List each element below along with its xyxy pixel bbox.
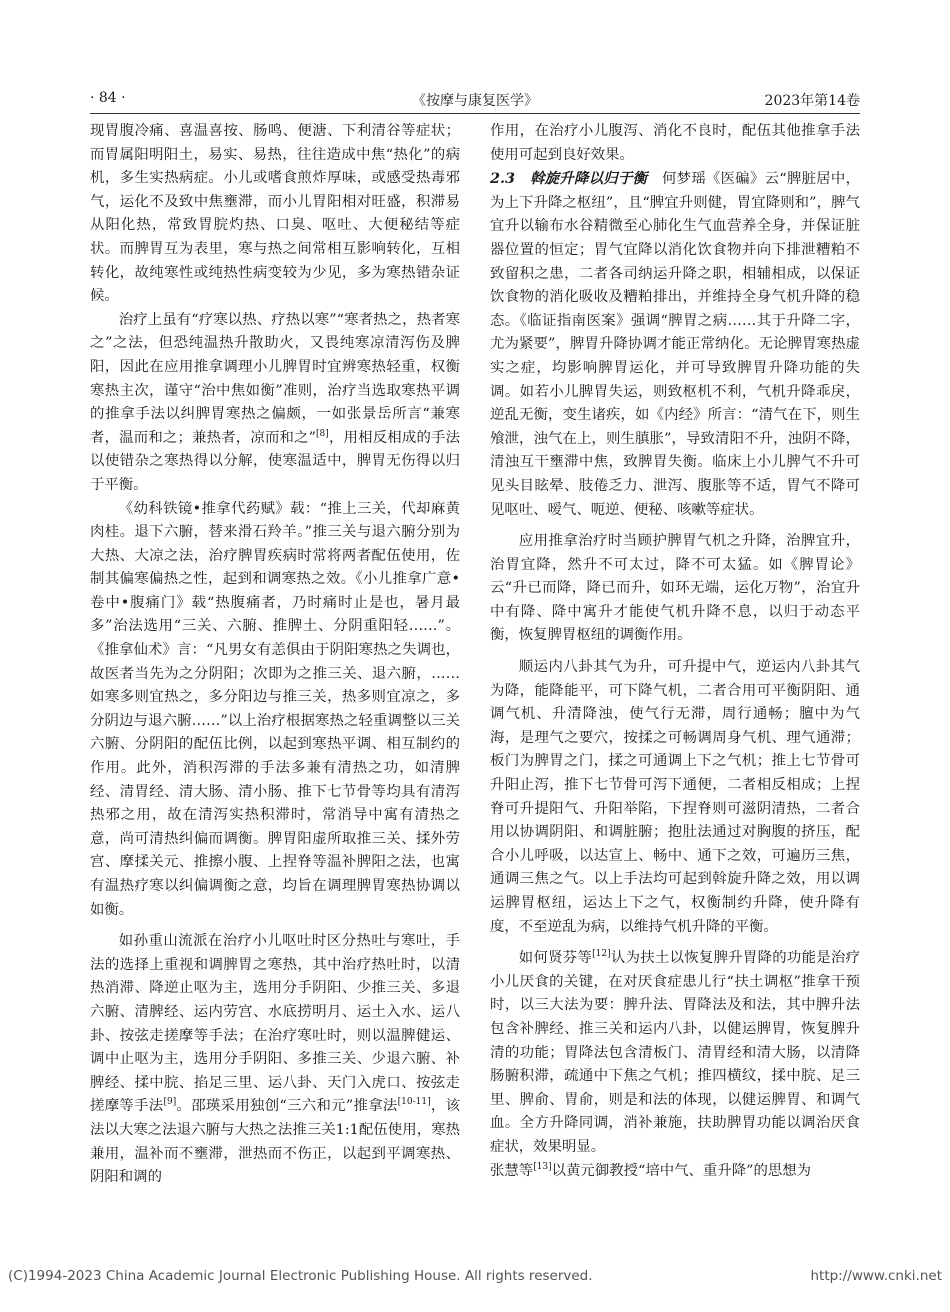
- page-number: · 84 ·: [90, 90, 126, 106]
- paragraph: 《幼科铁镜•推拿代药赋》载：“推上三关，代却麻黄肉桂。退下六腑，替来滑石羚羊。”推三关与退六腑分别为大热、大凉之法，治疗脾胃疾病时常将两者配伍使用，佐制其偏寒偏热之性，起到和调寒热之效。《小儿推拿广意•卷中•腹痛门》载“热腹痛者，乃时痛时止是也，暑月最多”治法选用“三关、六腑、推脾土、分阴重阳轻……”。《推拿仙术》言：“凡男女有恙俱由于阴阳寒热之失调也，故医者当先为之分阴阳；次即为之推三关、退六腑，……如寒多则宜热之，多分阳边与推三关，热多则宜凉之，多分阴边与退六腑……”以上治疗根据寒热之轻重调整以三关六腑、分阴阳的配伍比例，以起到寒热平调、相互制约的作用。此外，消积泻滞的手法多兼有清热之功，如清脾经、清胃经、清大肠、清小肠、推下七节骨等均具有清泻热邪之用，故在清泻实热积滞时，常消导中寓有清热之意，尚可清热纠偏而调衡。脾胃阳虚所取推三关、揉外劳宫、摩揉关元、推擦小腹、上捏脊等温补脾阳之法，也寓有温热疗寒以纠偏调衡之意，均旨在调理脾胃寒热协调以如衡。: [90, 500, 460, 918]
- paragraph: 治疗上虽有“疗寒以热、疗热以寒”“寒者热之，热者寒之”之法，但恐纯温热升散助火，又畏纯寒凉清泻伤及脾阳，因此在应用推拿调理小儿脾胃时宜辨寒热轻重，权衡寒热主次，谨守“治中焦如衡”准则，治疗当选取寒热平调的推拿手法以纠脾胃寒热之偏颇，一如张景岳所言“兼寒者，温而和之；兼热者，凉而和之”[8]，用相反相成的手法以使错杂之寒热得以分解，使寒温适中，脾胃无伤得以归于平衡。: [90, 311, 460, 493]
- paragraph: 应用推拿治疗时当顾护脾胃气机之升降，治脾宜升，治胃宜降，然升不可太过，降不可太猛。如《脾胃论》云“升已而降，降已而升，如环无端，运化万物”，治宜升中有降、降中寓升才能使气机升降不息，以归于动态平衡，恢复脾胃枢纽的调衡作用。: [490, 533, 860, 644]
- citation[interactable]: [8]: [316, 428, 329, 439]
- copyright-text: (C)1994-2023 China Academic Journal Electronic Publishing House. All rights reserved.: [8, 1268, 593, 1284]
- paragraph: 现胃腹冷痛、喜温喜按、肠鸣、便溏、下利清谷等症状；而胃属阳明阳土，易实、易热，往往造成中焦“热化”的病机，多生实热病症。小儿或嗜食煎炸厚味，或感受热毒邪气，运化不及致中焦壅滞，而小儿胃阳相对旺盛，积滞易从阳化热，常致胃脘灼热、口臭、呕吐、大便秘结等症状。而脾胃互为表里，寒与热之间常相互影响转化，互相转化，故纯寒性或纯热性病变较为少见，多为寒热错杂证候。: [90, 123, 460, 305]
- section-paragraph: 2.3 斡旋升降以归于衡 何梦瑶《医碥》云“脾脏居中，为上下升降之枢纽”，且“脾宜升则健，胃宜降则和”，脾气宜升以输布水谷精微至心肺化生气血营养全身，并保证脏器位置的恒定；胃气宜降以消化饮食物并向下排泄糟粕不致留积之患，二者各司纳运升降之职，相辅相成，以保证饮食物的消化吸收及糟粕排出，并维持全身气机升降的稳态。《临证指南医案》强调“脾胃之病……其于升降二字，尤为紧要”，脾胃升降协调才能正常纳化。无论脾胃寒热虚实之症，均影响脾胃运化，并可导致脾胃升降功能的失调。如若小儿脾胃失运，则致枢机不利，气机升降乖戾，逆乱无衡，变生诸疾，如《内经》所言：“清气在下，则生飧泄，浊气在上，则生䐜胀”，导致清阳不升，浊阴不降，清浊互干壅滞中焦，致脾胃失衡。临床上小儿脾气不升可见头目眩晕、肢倦乏力、泄泻、腹胀等不适，胃气不降可见呕吐、嗳气、呃逆、便秘、咳嗽等症状。: [490, 170, 860, 518]
- section-heading: 2.3 斡旋升降以归于衡: [490, 170, 648, 188]
- issue-info: 2023年第14卷: [764, 93, 860, 109]
- footer-link[interactable]: http://www.cnki.net: [810, 1268, 942, 1284]
- paragraph: 张慧等[13]以黄元御教授“培中气、重升降”的思想为: [490, 1161, 812, 1179]
- right-column: [490, 120, 860, 1183]
- citation[interactable]: [9]: [163, 1097, 177, 1108]
- paragraph: 如何贤芬等[12]认为扶土以恢复脾升胃降的功能是治疗小儿厌食的关键，在对厌食症患儿行“扶土调枢”推拿干预时，以三大法为要：脾升法、胃降法及和法，其中脾升法包含补脾经、推三关和运内八卦，以健运脾胃，恢复脾升清的功能；胃降法包含清板门、清胃经和清大肠，以清降肠腑积滞，疏通中下焦之气机；推四横纹，揉中脘、足三里、脾俞、胃俞，则是和法的体现，以健运脾胃、和调气血。全方升降同调，消补兼施，扶助脾胃功能以调治厌食症状，效果明显。: [490, 949, 860, 1155]
- citation[interactable]: [13]: [533, 1161, 552, 1172]
- paragraph: 如孙重山流派在治疗小儿呕吐时区分热吐与寒吐，手法的选择上重视和调脾胃之寒热，其中治疗热吐时，以清热消滞、降逆止呕为主，选用分手阴阳、少推三关、多退六腑、清脾经、运内劳宫、水底捞明月、运土入水、运八卦、按弦走搓摩等手法；在治疗寒吐时，则以温脾健运、调中止呕为主，选用分手阴阳、多推三关、少退六腑、补脾经、揉中脘、掐足三里、运八卦、天门入虎口、按弦走搓摩等手法[9]。邵瑛采用独创“三六和元”推拿法[10-11]，该法以大寒之法退六腑与大热之法推三关1:1配伍使用，寒热兼用，温补而不壅滞，泄热而不伤正，以起到平调寒热、阴阳和调的: [90, 933, 460, 1186]
- paragraph: 作用，在治疗小儿腹泻、消化不良时，配伍其他推拿手法使用可起到良好效果。: [490, 123, 860, 163]
- journal-title: 《按摩与康复医学》: [412, 93, 538, 109]
- paragraph: 顺运内八卦其气为升，可升提中气，逆运内八卦其气为降，能降能平，可下降气机，二者合用可平衡阴阳、通调气机、升清降浊，使气行无滞，周行通畅；膻中为气海，是理气之要穴，按揉之可畅调周身气机、理气通滞；板门为脾胃之门，揉之可通调上下之气机；推上七节骨可升阳止泻，推下七节骨可泻下通便，二者相反相成；上捏脊可升提阳气、升阳举陷，下捏脊则可滋阴清热，二者合用以协调阴阳、和调脏腑；抱肚法通过对胸腹的挤压，配合小儿呼吸，以达宣上、畅中、通下之效，可遍历三焦，通调三焦之气。以上手法均可起到斡旋升降之效，用以调运脾胃枢纽，运达上下之气，权衡制约升降，使升降有度，不至逆乱为病，以维持气机升降的平衡。: [490, 659, 860, 935]
- left-column: [90, 120, 460, 1190]
- citation[interactable]: [10-11]: [397, 1097, 431, 1108]
- running-header: [90, 90, 860, 114]
- header-rule: [90, 113, 860, 114]
- citation[interactable]: [12]: [592, 949, 611, 960]
